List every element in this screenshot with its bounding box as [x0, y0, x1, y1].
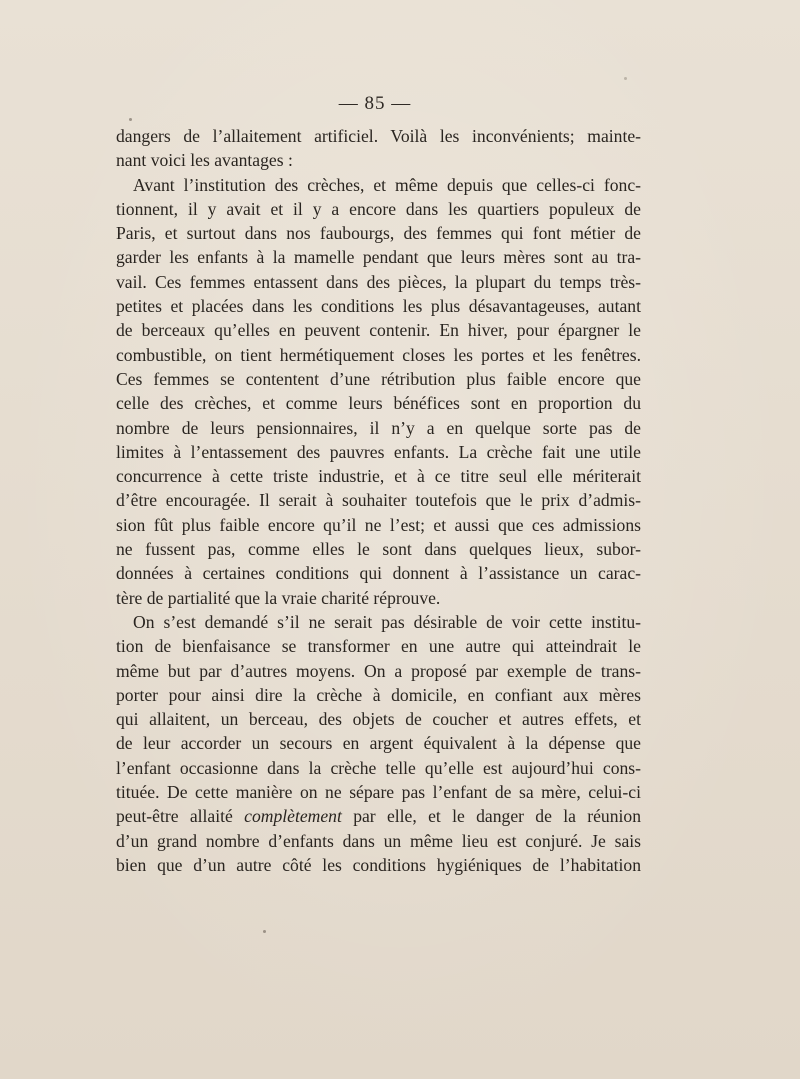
text-line: garder les enfants à la mamelle pendant que leurs mères sont au tra-: [116, 247, 641, 268]
text-line: porter pour ainsi dire la crèche à domicile, en confiant aux mères: [116, 684, 641, 705]
text-line: même but par d’autres moyens. On a proposé par exemple de trans-: [116, 660, 641, 681]
text-line: qui allaitent, un berceau, des objets de coucher et autres effets, et: [116, 709, 641, 730]
text-line: Paris, et surtout dans nos faubourgs, des femmes qui font métier de: [116, 223, 641, 244]
text-line: d’être encouragée. Il serait à souhaiter toutefois que le prix d’admis-: [116, 490, 641, 511]
text-segment: par elle, et le danger de la réunion: [353, 806, 641, 827]
text-line: Ces femmes se contentent d’une rétribution plus faible encore que: [116, 368, 641, 389]
text-line: ne fussent pas, comme elles le sont dans quelques lieux, subor-: [116, 539, 641, 560]
body-text: [116, 124, 641, 877]
text-line: tion de bienfaisance se transformer en une autre qui atteindrait le: [116, 636, 641, 657]
text-line: concurrence à cette triste industrie, et à ce titre seul elle mériterait: [116, 466, 641, 487]
paragraph-3: [116, 610, 641, 877]
paragraph-1: [116, 124, 641, 173]
text-line: de leur accorder un secours en argent équivalent à la dépense que: [116, 733, 641, 754]
text-line: données à certaines conditions qui donnent à l’assistance un carac-: [116, 563, 641, 584]
paper-speck: [624, 77, 627, 80]
text-line: dangers de l’allaitement artificiel. Voilà les inconvénients; mainte-: [116, 126, 641, 146]
text-line: tère de partialité que la vraie charité réprouve.: [116, 587, 441, 608]
text-line: bien que d’un autre côté les conditions hygiéniques de l’habitation: [116, 854, 641, 875]
text-line: limites à l’entassement des pauvres enfants. La crèche fait une utile: [116, 441, 641, 462]
text-line: nant voici les avantages :: [116, 150, 293, 171]
text-line: petites et placées dans les conditions les plus désavantageuses, autant: [116, 296, 641, 317]
text-line: On s’est demandé s’il ne serait pas désirable de voir cette institu-: [133, 611, 641, 632]
paper-speck: [129, 118, 132, 121]
text-line: tionnent, il y avait et il y a encore dans les quartiers populeux de: [116, 198, 641, 219]
paper-speck: [263, 930, 266, 933]
text-line: sion fût plus faible encore qu’il ne l’est; et aussi que ces admissions: [116, 514, 641, 535]
text-line-mixed: [116, 804, 641, 828]
text-line: vail. Ces femmes entassent dans des pièces, la plupart du temps très-: [116, 271, 641, 292]
text-line: celle des crèches, et comme leurs bénéfices sont en proportion du: [116, 393, 641, 414]
paragraph-2: [116, 173, 641, 610]
page-number: — 85 —: [338, 93, 412, 114]
text-segment: peut-être allaité: [116, 806, 233, 827]
text-line: d’un grand nombre d’enfants dans un même lieu est conjuré. Je sais: [116, 830, 641, 851]
text-line: Avant l’institution des crèches, et même depuis que celles-ci fonc-: [133, 174, 641, 195]
text-line: tituée. De cette manière on ne sépare pas l’enfant de sa mère, celui-ci: [116, 782, 641, 803]
italic-emphasis: complètement: [244, 806, 342, 827]
text-line: combustible, on tient hermétiquement closes les portes et les fenêtres.: [116, 344, 641, 365]
text-line: l’enfant occasionne dans la crèche telle qu’elle est aujourd’hui cons-: [116, 757, 641, 778]
text-line: de berceaux qu’elles en peuvent contenir. En hiver, pour épargner le: [116, 320, 641, 341]
text-line: nombre de leurs pensionnaires, il n’y a en quelque sorte pas de: [116, 417, 641, 438]
